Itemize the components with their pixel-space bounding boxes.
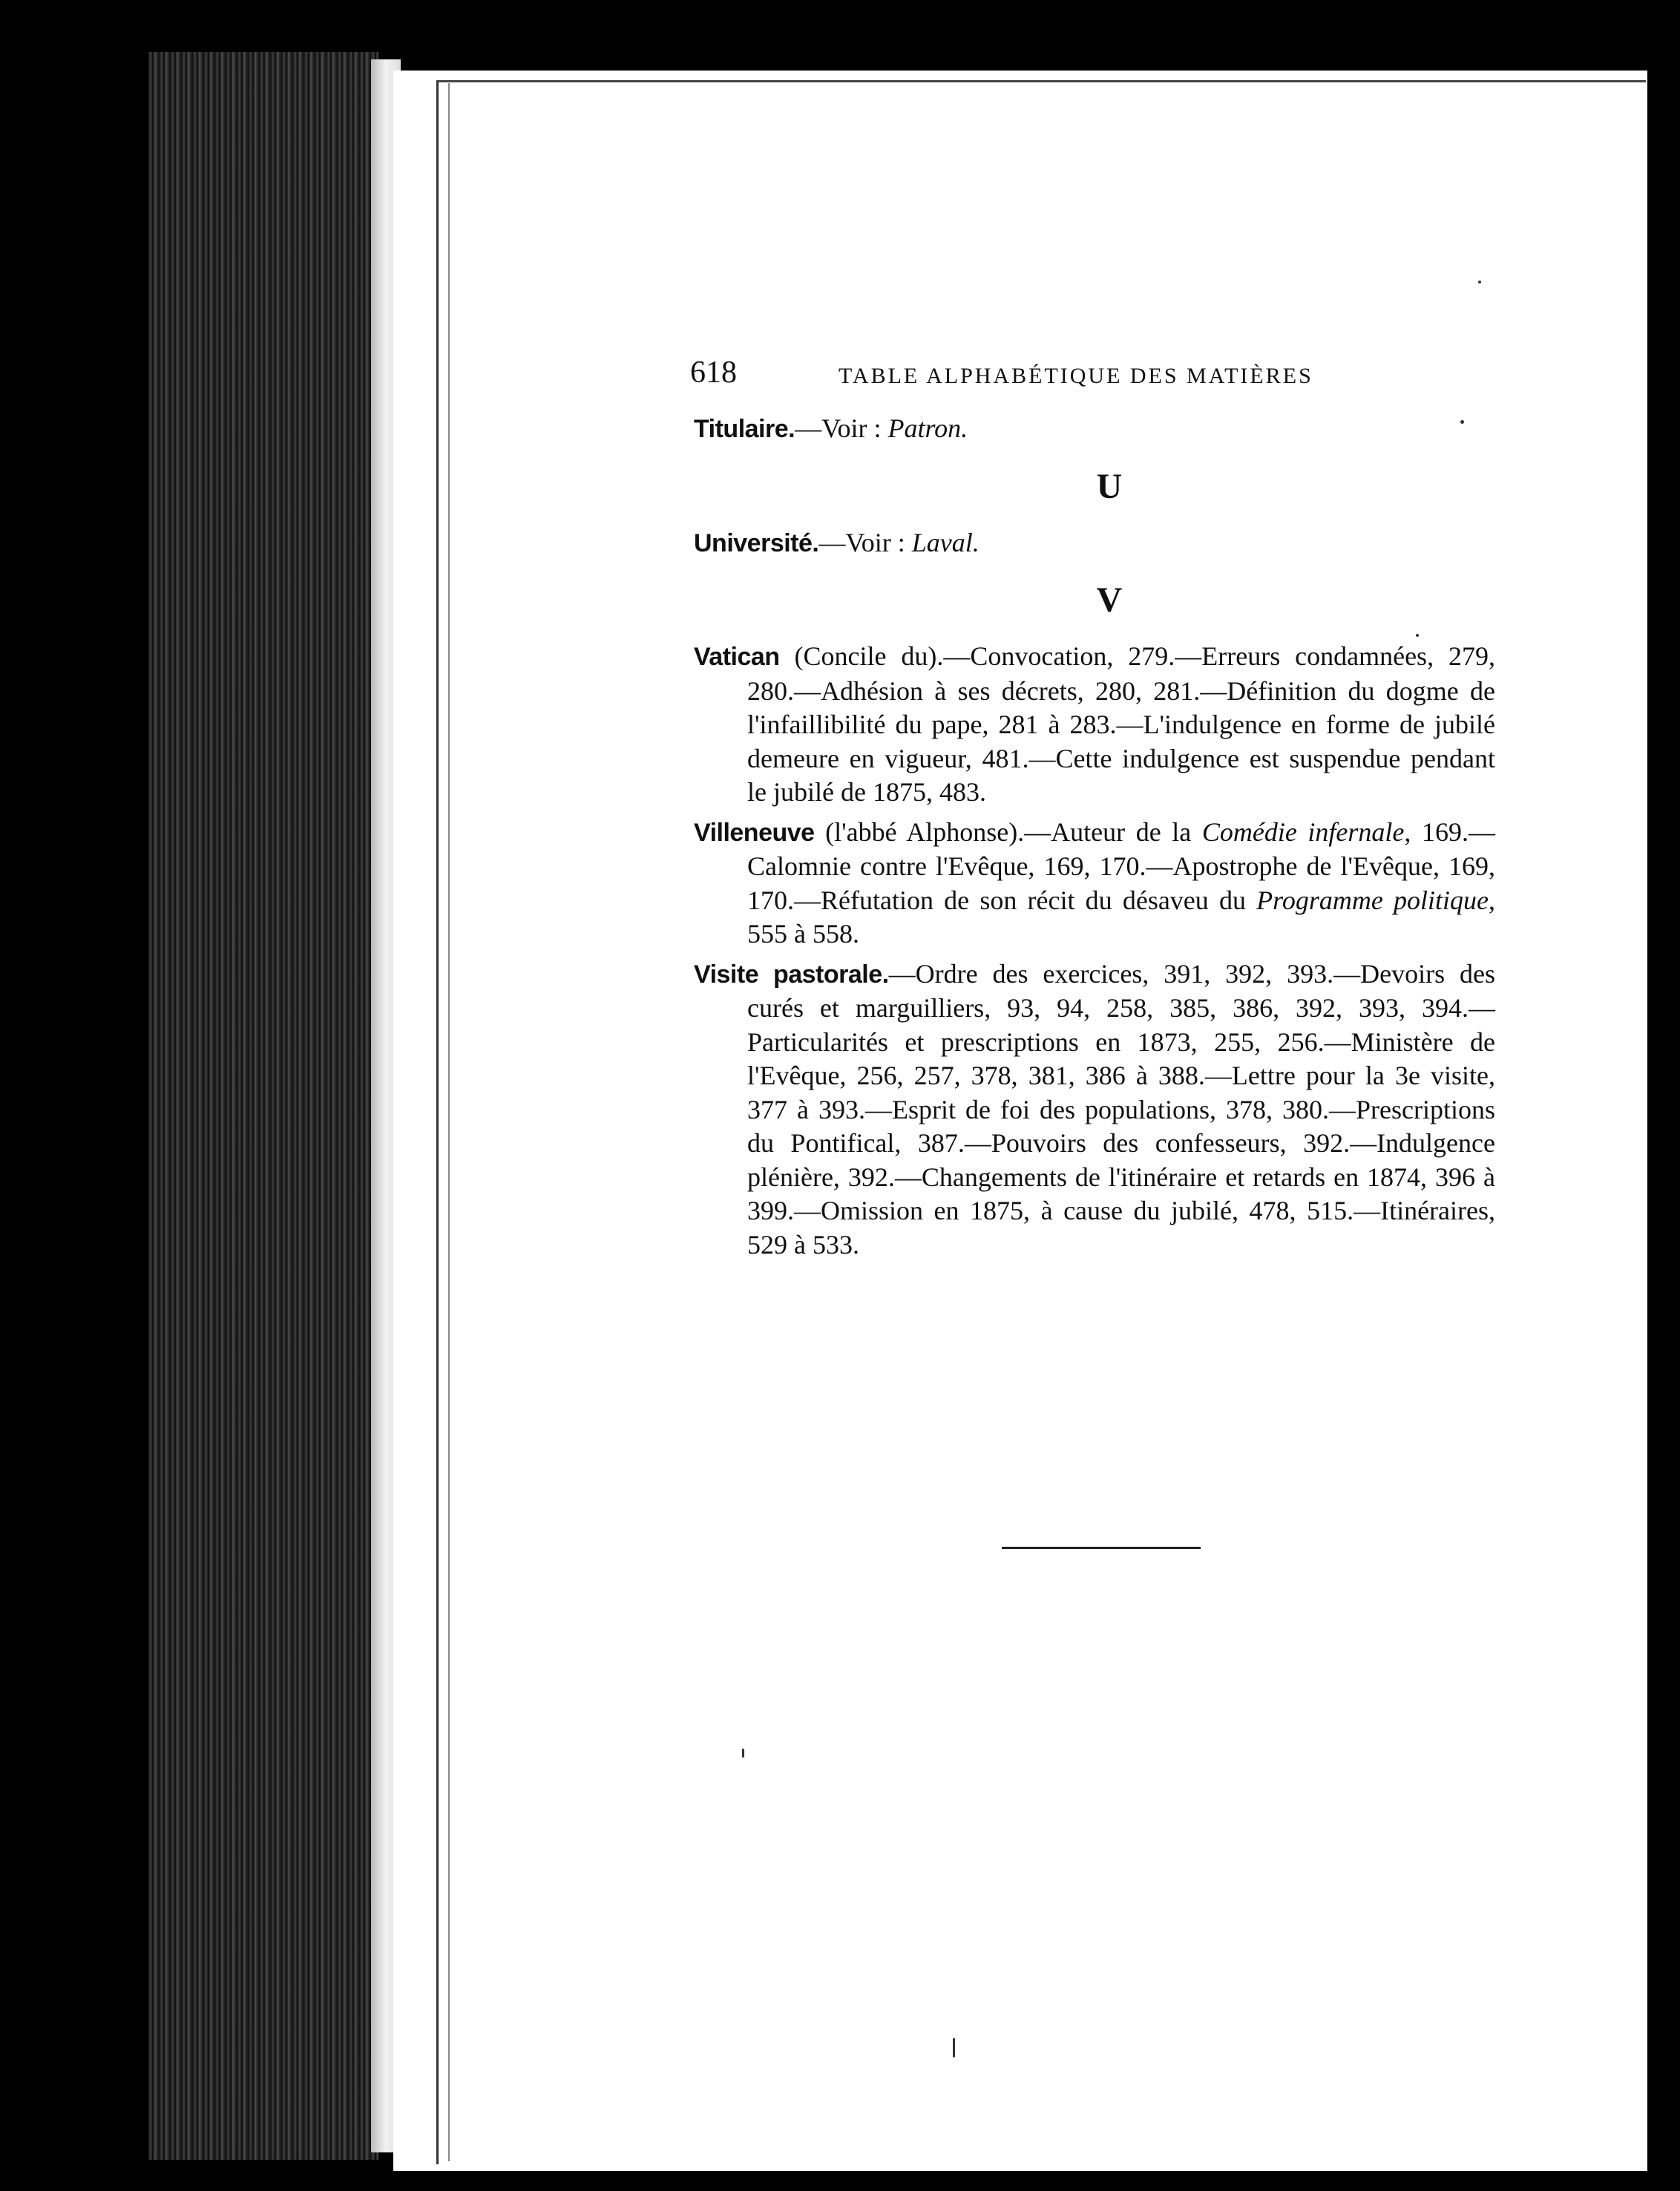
entry-text: —Voir : — [795, 413, 882, 443]
book-spine — [148, 52, 378, 2160]
section-letter-v: V — [1096, 580, 1123, 620]
scan-speck — [1460, 420, 1464, 424]
end-rule — [1002, 1547, 1201, 1549]
entry-head: Visite pastorale. — [694, 960, 889, 989]
entry-italic: Programme politique — [1256, 885, 1489, 915]
entry-head: Vatican — [694, 643, 780, 671]
entry-text: (Concile du).—Convocation, 279.—Erreurs condamnées, 279, 280.—Adhésion à ses décrets, 280, 281.—Définition du dogme de l'infaillibilité du pape, 281 à 283.—L'indulgence en forme de jubilé demeure en vigueur, 481.—Cette indulgence est suspendue pendant le jubilé de 1875, 483. — [747, 641, 1495, 807]
entry-ref: Patron. — [887, 413, 968, 443]
entry-text: , 169.—Calomnie contre l'Evêque, 169, 170.—Apostrophe de l'Evêque, 169, 170.—Réfutation de son récit du désaveu du — [747, 816, 1495, 915]
entry-head: Université. — [694, 528, 819, 557]
entry-visite-pastorale — [694, 957, 1495, 1262]
entry-text: (l'abbé Alphonse).—Auteur de la — [814, 816, 1202, 847]
entry-italic: Comédie infernale — [1201, 816, 1405, 847]
scan-speck — [742, 1749, 744, 1758]
entry-head: Villeneuve — [694, 818, 815, 847]
entry-text: —Ordre des exercices, 391, 392, 393.—Devoirs des curés et marguilliers, 93, 94, 258, 385, 386, 392, 393, 394.—Particularités et prescriptions en 1873, 255, 256.—Ministère de l'Evêque, 256, 257, 378, 381, 386 à 388.—Lettre pour la 3e visite, 377 à 393.—Esprit de foi des populations, 378, 380.—Prescriptions du Pontifical, 387.—Pouvoirs des confesseurs, 392.—Indulgence plénière, 392.—Changements de l'itinéraire et retards en 1874, 396 à 399.—Omission en 1875, à cause du jubilé, 478, 515.—Itinéraires, 529 à 533. — [747, 958, 1495, 1260]
entry-text: , 555 à 558. — [747, 885, 1495, 949]
scan-speck — [953, 2038, 955, 2057]
entry-ref: Laval. — [911, 527, 980, 557]
entry-titulaire — [694, 412, 1495, 447]
entry-text: —Voir : — [818, 527, 905, 557]
entry-head: Titulaire. — [694, 415, 795, 443]
running-header — [690, 355, 1343, 399]
scan-speck — [1416, 634, 1419, 637]
running-title: TABLE ALPHABÉTIQUE DES MATIÈRES — [839, 364, 1313, 388]
index-content — [694, 412, 1495, 1268]
entry-universite — [694, 526, 1495, 561]
page-number: 618 — [690, 356, 737, 390]
section-letter-u: U — [1096, 466, 1123, 506]
entry-villeneuve — [694, 816, 1495, 952]
scan-speck — [1478, 281, 1481, 284]
entry-vatican — [694, 640, 1495, 810]
